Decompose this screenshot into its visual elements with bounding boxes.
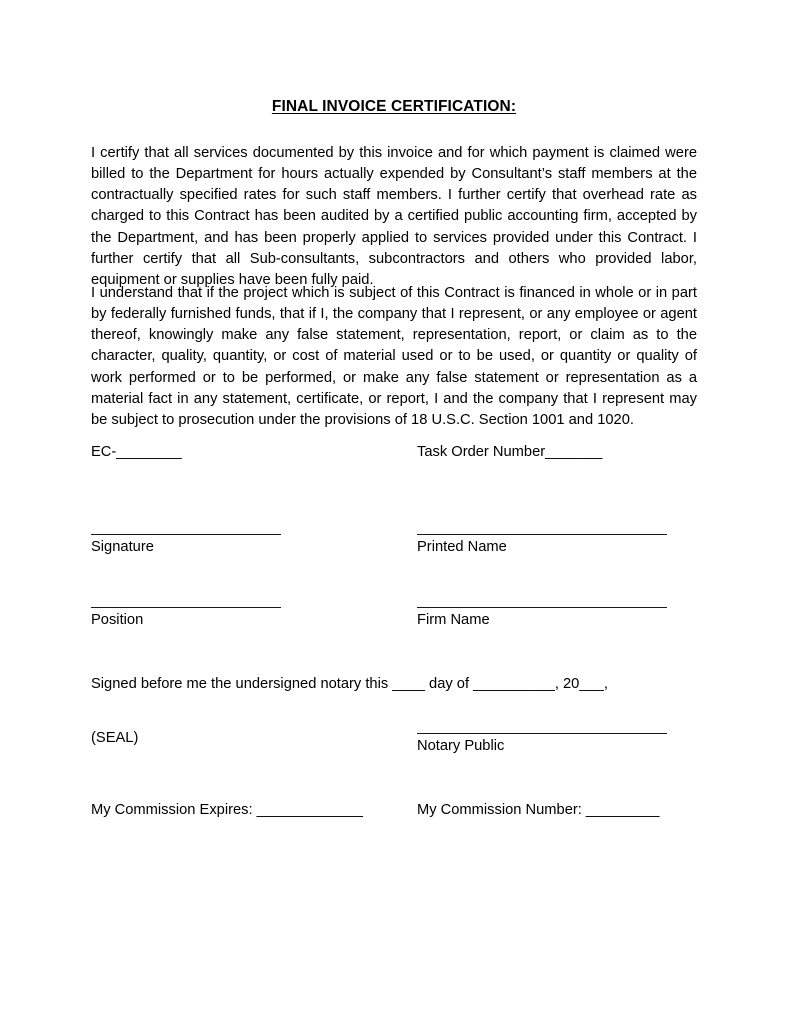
signature-block [91, 534, 281, 557]
printed-name-label: Printed Name [417, 539, 507, 555]
seal-label: (SEAL) [91, 730, 139, 746]
notary-statement[interactable]: Signed before me the undersigned notary this ____ day of __________, 20___, [91, 676, 608, 692]
notary-public-label: Notary Public [417, 738, 505, 754]
commission-expires-field[interactable]: My Commission Expires: _____________ [91, 802, 363, 818]
ec-task-order-row [91, 441, 697, 463]
position-label: Position [91, 612, 144, 628]
firm-name-label: Firm Name [417, 612, 490, 628]
page-title-text: FINAL INVOICE CERTIFICATION: [271, 98, 517, 116]
commission-number-field[interactable]: My Commission Number: _________ [417, 802, 660, 818]
commission-row [91, 799, 697, 821]
notary-public-block [417, 733, 667, 756]
position-block [91, 607, 281, 630]
signature-label: Signature [91, 539, 154, 555]
task-order-number-field[interactable]: Task Order Number_______ [417, 444, 603, 460]
firm-name-block [417, 607, 667, 630]
ec-number-field[interactable]: EC-________ [91, 444, 182, 460]
printed-name-block [417, 534, 667, 557]
page-title [91, 98, 697, 116]
understanding-paragraph: I understand that if the project which is subject of this Contract is financed in whole or in part by federally furnished funds, that if I, the company that I represent, or any employee or agent thereof, knowingly make any false statement, representation, report, or claim as to the character, quality, quantity, or cost of material used or to be used, or quantity or quality of work performed or to be performed, or make any false statement or representation as a material fact in any statement, certificate, or report, I and the company that I represent may be subject to prosecution under the provisions of 18 U.S.C. Section 1001 and 1020. [91, 284, 697, 428]
certification-paragraph: I certify that all services documented by this invoice and for which payment is claimed were billed to the Department for hours actually expended by Consultant’s staff members at the contractually specified rates for such staff members. I further certify that overhead rate as charged to this Contract has been audited by a certified public accounting firm, accepted by the Department, and has been properly applied to services provided under this Contract. I further certify that all Sub-consultants, subcontractors and others who provided labor, equipment or supplies have been fully paid. [91, 144, 697, 288]
